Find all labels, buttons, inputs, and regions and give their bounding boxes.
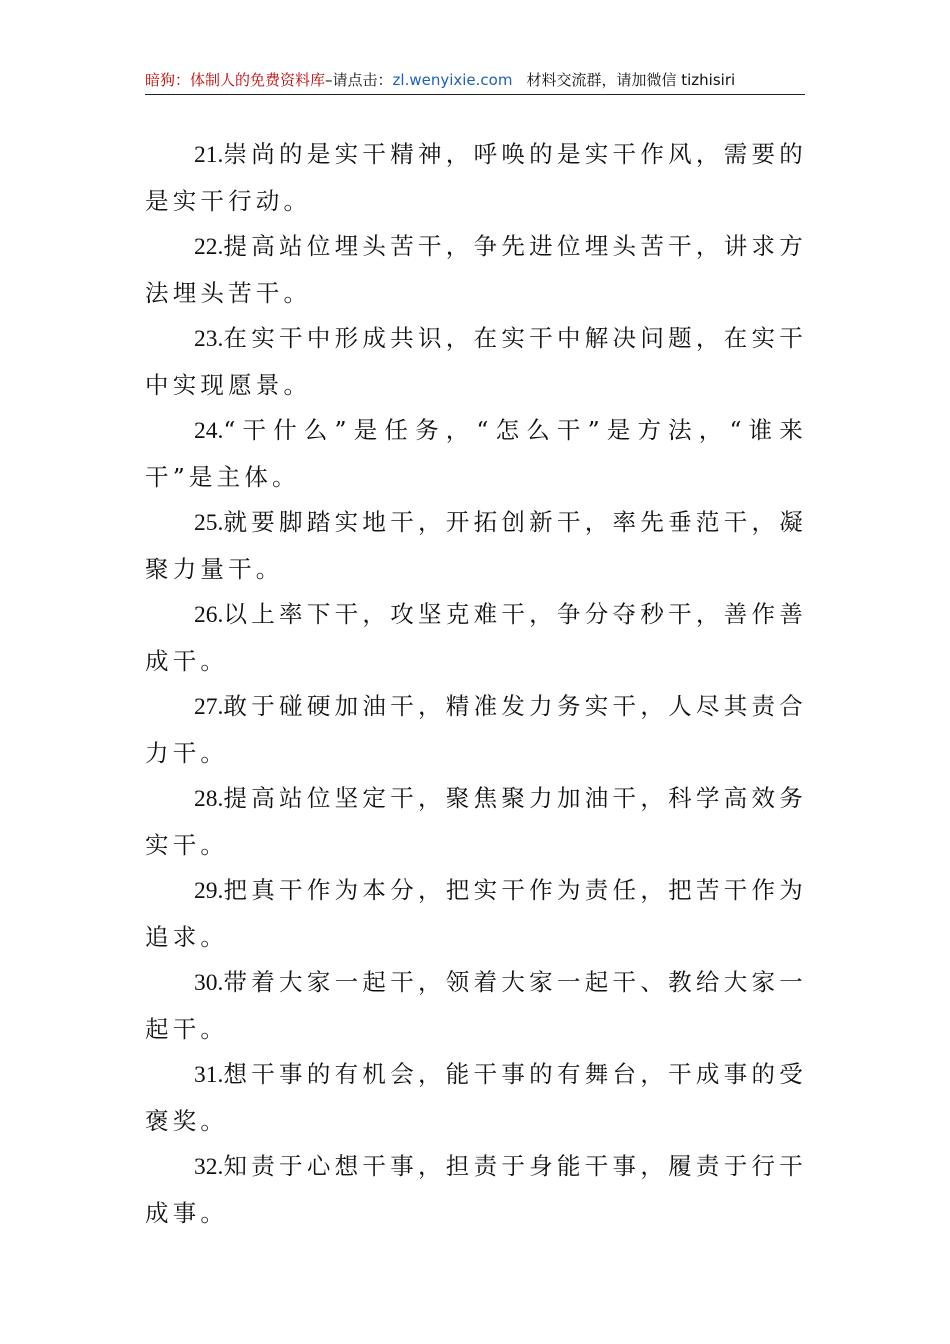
page-header xyxy=(145,66,805,95)
item-number: 28. xyxy=(194,786,224,812)
header-brand: 暗狗：体制人的免费资料库 xyxy=(145,71,326,89)
item-number: 32. xyxy=(194,1154,224,1180)
list-item xyxy=(145,868,807,960)
list-item xyxy=(145,408,807,500)
item-text: 提高站位坚定干，聚焦聚力加油干，科学高效务实干。 xyxy=(145,784,807,859)
item-text: 崇尚的是实干精神，呼唤的是实干作风，需要的是实干行动。 xyxy=(145,140,807,215)
list-item xyxy=(145,1052,807,1144)
item-number: 22. xyxy=(194,234,224,260)
item-text: 提高站位埋头苦干，争先进位埋头苦干，讲求方法埋头苦干。 xyxy=(145,232,807,307)
item-number: 25. xyxy=(194,510,224,536)
list-item xyxy=(145,224,807,316)
document-body xyxy=(145,132,807,1236)
item-number: 23. xyxy=(194,326,224,352)
item-text: 想干事的有机会，能干事的有舞台，干成事的受褒奖。 xyxy=(145,1060,807,1135)
item-text: “干什么”是任务，“怎么干”是方法，“谁来干”是主体。 xyxy=(145,416,807,491)
list-item xyxy=(145,1144,807,1236)
list-item xyxy=(145,132,807,224)
header-link[interactable]: zl.wenyixie.com xyxy=(392,71,513,89)
item-text: 把真干作为本分，把实干作为责任，把苦干作为追求。 xyxy=(145,876,807,951)
item-number: 30. xyxy=(194,970,224,996)
list-item xyxy=(145,776,807,868)
item-number: 21. xyxy=(194,142,224,168)
item-text: 知责于心想干事，担责于身能干事，履责于行干成事。 xyxy=(145,1152,807,1227)
item-text: 在实干中形成共识，在实干中解决问题，在实干中实现愿景。 xyxy=(145,324,807,399)
item-text: 敢于碰硬加油干，精准发力务实干，人尽其责合力干。 xyxy=(145,692,807,767)
item-number: 29. xyxy=(194,878,224,904)
item-number: 27. xyxy=(194,694,224,720)
list-item xyxy=(145,684,807,776)
list-item xyxy=(145,592,807,684)
item-text: 带着大家一起干，领着大家一起干、教给大家一起干。 xyxy=(145,968,807,1043)
list-item xyxy=(145,316,807,408)
item-text: 以上率下干，攻坚克难干，争分夺秒干，善作善成干。 xyxy=(145,600,807,675)
header-separator: –请点击： xyxy=(325,71,393,89)
item-text: 就要脚踏实地干，开拓创新干，率先垂范干，凝聚力量干。 xyxy=(145,508,807,583)
item-number: 24. xyxy=(194,418,224,444)
item-number: 31. xyxy=(194,1062,224,1088)
header-wechat-note: 材料交流群，请加微信 tizhisiri xyxy=(526,71,736,89)
list-item xyxy=(145,500,807,592)
item-number: 26. xyxy=(194,602,224,628)
list-item xyxy=(145,960,807,1052)
